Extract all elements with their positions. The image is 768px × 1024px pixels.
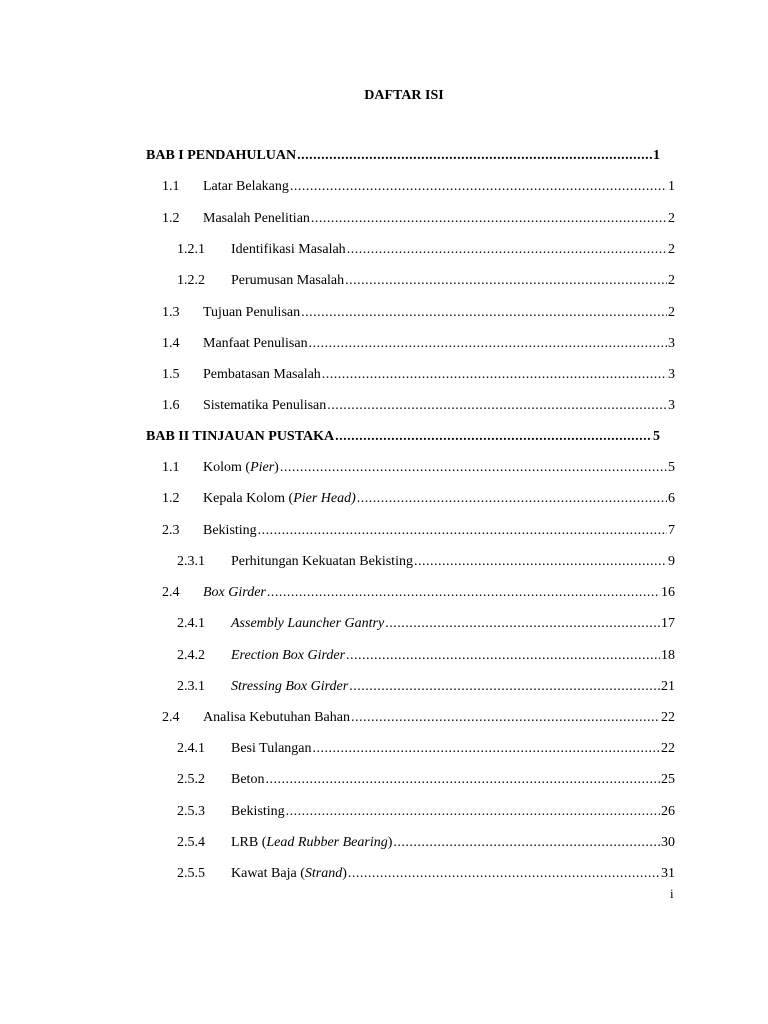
toc-row [177, 647, 675, 665]
chapter-heading: BAB I PENDAHULUAN [146, 148, 297, 163]
section-number: 2.4.2 [177, 648, 205, 663]
page-reference: 7 [668, 523, 675, 538]
section-title [203, 522, 257, 540]
page-reference: 3 [668, 367, 675, 382]
section-title [231, 553, 413, 571]
section-title-part: Besi Tulangan [231, 741, 312, 756]
toc-row [177, 834, 675, 852]
page-reference: 17 [661, 616, 675, 631]
page-reference: 16 [661, 585, 675, 600]
section-title [203, 178, 289, 196]
toc-row [162, 335, 675, 353]
leader-dots [414, 553, 667, 571]
leader-dots [313, 740, 660, 758]
section-title-part: Sistematika Penulisan [203, 398, 327, 413]
section-title [203, 584, 266, 602]
leader-dots [345, 272, 667, 290]
section-number: 2.5.2 [177, 772, 205, 787]
section-title [231, 647, 345, 665]
section-title [203, 304, 300, 322]
section-title-part: Perhitungan Kekuatan Bekisting [231, 554, 413, 569]
leader-dots [311, 210, 667, 228]
page-title: DAFTAR ISI [364, 88, 444, 103]
section-number: 2.4.1 [177, 741, 205, 756]
toc-row [162, 522, 675, 540]
page-reference: 26 [661, 804, 675, 819]
section-title [231, 803, 285, 821]
leader-dots [286, 803, 660, 821]
section-title [203, 490, 356, 508]
leader-dots [309, 335, 667, 353]
toc-row [162, 366, 675, 384]
page-reference: 21 [661, 679, 675, 694]
section-title [203, 335, 308, 353]
section-title-part: ) [387, 835, 393, 850]
section-title-part: Kawat Baja ( [231, 866, 305, 881]
leader-dots [335, 428, 652, 446]
page-reference: 6 [668, 491, 675, 506]
toc-row [162, 210, 675, 228]
leader-dots [348, 865, 660, 883]
section-title [203, 210, 310, 228]
toc-row [177, 771, 675, 789]
page-reference: 18 [661, 648, 675, 663]
leader-dots [267, 584, 660, 602]
section-number: 1.2.1 [177, 242, 205, 257]
section-number: 1.3 [162, 305, 180, 320]
section-title-part: Kolom ( [203, 460, 251, 475]
section-title-part: Identifikasi Masalah [231, 242, 346, 257]
section-title-part: Strand [304, 866, 343, 881]
section-title [231, 272, 344, 290]
section-title [231, 771, 264, 789]
page-reference: 3 [668, 336, 675, 351]
toc-row [162, 459, 675, 477]
section-number: 2.4.1 [177, 616, 205, 631]
section-number: 2.5.5 [177, 866, 205, 881]
section-title [203, 709, 350, 727]
leader-dots [349, 678, 660, 696]
page-reference: 31 [661, 866, 675, 881]
section-title-part: Analisa Kebutuhan Bahan [203, 710, 350, 725]
section-number: 2.3.1 [177, 679, 205, 694]
page-reference: 22 [661, 741, 675, 756]
section-title-part: Kepala Kolom ( [203, 491, 294, 506]
section-number: 1.4 [162, 336, 180, 351]
toc-row [177, 803, 675, 821]
toc-row [177, 272, 675, 290]
toc-row [162, 709, 675, 727]
section-title-part: Assembly Launcher Gantry [231, 616, 385, 631]
leader-dots [357, 490, 667, 508]
page-reference: 2 [668, 211, 675, 226]
section-title [231, 241, 346, 259]
leader-dots [322, 366, 667, 384]
toc-chapter-row [146, 428, 660, 446]
leader-dots [385, 615, 660, 633]
section-title-part: Manfaat Penulisan [203, 336, 308, 351]
section-title-part: ) [342, 866, 347, 881]
toc-chapter-row [146, 147, 660, 165]
section-number: 2.3.1 [177, 554, 205, 569]
leader-dots [327, 397, 667, 415]
toc-row [162, 397, 675, 415]
section-title-part: Pembatasan Masalah [203, 367, 321, 382]
toc-row [177, 740, 675, 758]
section-title [231, 865, 347, 883]
section-title [203, 459, 279, 477]
section-title [231, 615, 384, 633]
page-reference: 1 [668, 179, 675, 194]
toc-row [162, 304, 675, 322]
chapter-heading: BAB II TINJAUAN PUSTAKA [146, 429, 335, 444]
leader-dots [347, 241, 667, 259]
page-number: i [670, 886, 674, 901]
section-title-part: Latar Belakang [203, 179, 289, 194]
section-number: 1.2.2 [177, 273, 205, 288]
toc-row [177, 678, 675, 696]
page-reference: 22 [661, 710, 675, 725]
section-title-part: Bekisting [231, 804, 285, 819]
page-reference: 9 [668, 554, 675, 569]
section-title-part: Masalah Penelitian [203, 211, 310, 226]
section-title [231, 678, 348, 696]
section-number: 1.5 [162, 367, 180, 382]
section-title-part: ) [274, 460, 279, 475]
page-reference: 2 [668, 305, 675, 320]
section-number: 2.5.4 [177, 835, 205, 850]
section-title-part: Stressing Box Girder [231, 679, 349, 694]
section-title-part: Pier Head) [293, 491, 356, 506]
section-title-part: Perumusan Masalah [231, 273, 345, 288]
leader-dots [258, 522, 667, 540]
leader-dots [301, 304, 667, 322]
page-reference: 5 [668, 460, 675, 475]
page-reference: 5 [653, 429, 660, 444]
section-title [203, 397, 326, 415]
section-number: 1.6 [162, 398, 180, 413]
page-reference: 1 [653, 148, 660, 163]
section-number: 1.1 [162, 179, 180, 194]
section-number: 1.2 [162, 491, 180, 506]
section-title-part: LRB ( [231, 835, 267, 850]
section-title-part: Bekisting [203, 523, 257, 538]
section-title-part: Lead Rubber Bearing [266, 835, 388, 850]
toc-row [177, 241, 675, 259]
section-title-part: Erection Box Girder [231, 648, 346, 663]
leader-dots [297, 147, 652, 165]
section-number: 2.3 [162, 523, 180, 538]
leader-dots [290, 178, 667, 196]
section-title-part: Pier [250, 460, 275, 475]
page-reference: 25 [661, 772, 675, 787]
section-title-part: Box Girder [203, 585, 266, 600]
section-title [231, 740, 312, 758]
section-number: 2.4 [162, 710, 180, 725]
section-title-part: Beton [231, 772, 265, 787]
page-reference: 3 [668, 398, 675, 413]
toc-row [177, 865, 675, 883]
toc-row [162, 178, 675, 196]
section-number: 2.5.3 [177, 804, 205, 819]
toc-row [177, 553, 675, 571]
toc-row [177, 615, 675, 633]
leader-dots [346, 647, 660, 665]
toc-row [162, 490, 675, 508]
page-reference: 2 [668, 242, 675, 257]
page-reference: 2 [668, 273, 675, 288]
leader-dots [265, 771, 660, 789]
section-title [231, 834, 392, 852]
section-number: 1.2 [162, 211, 180, 226]
leader-dots [393, 834, 660, 852]
leader-dots [351, 709, 660, 727]
leader-dots [280, 459, 667, 477]
section-title-part: Tujuan Penulisan [203, 305, 301, 320]
page-reference: 30 [661, 835, 675, 850]
toc-row [162, 584, 675, 602]
section-title [203, 366, 321, 384]
section-number: 1.1 [162, 460, 180, 475]
section-number: 2.4 [162, 585, 180, 600]
